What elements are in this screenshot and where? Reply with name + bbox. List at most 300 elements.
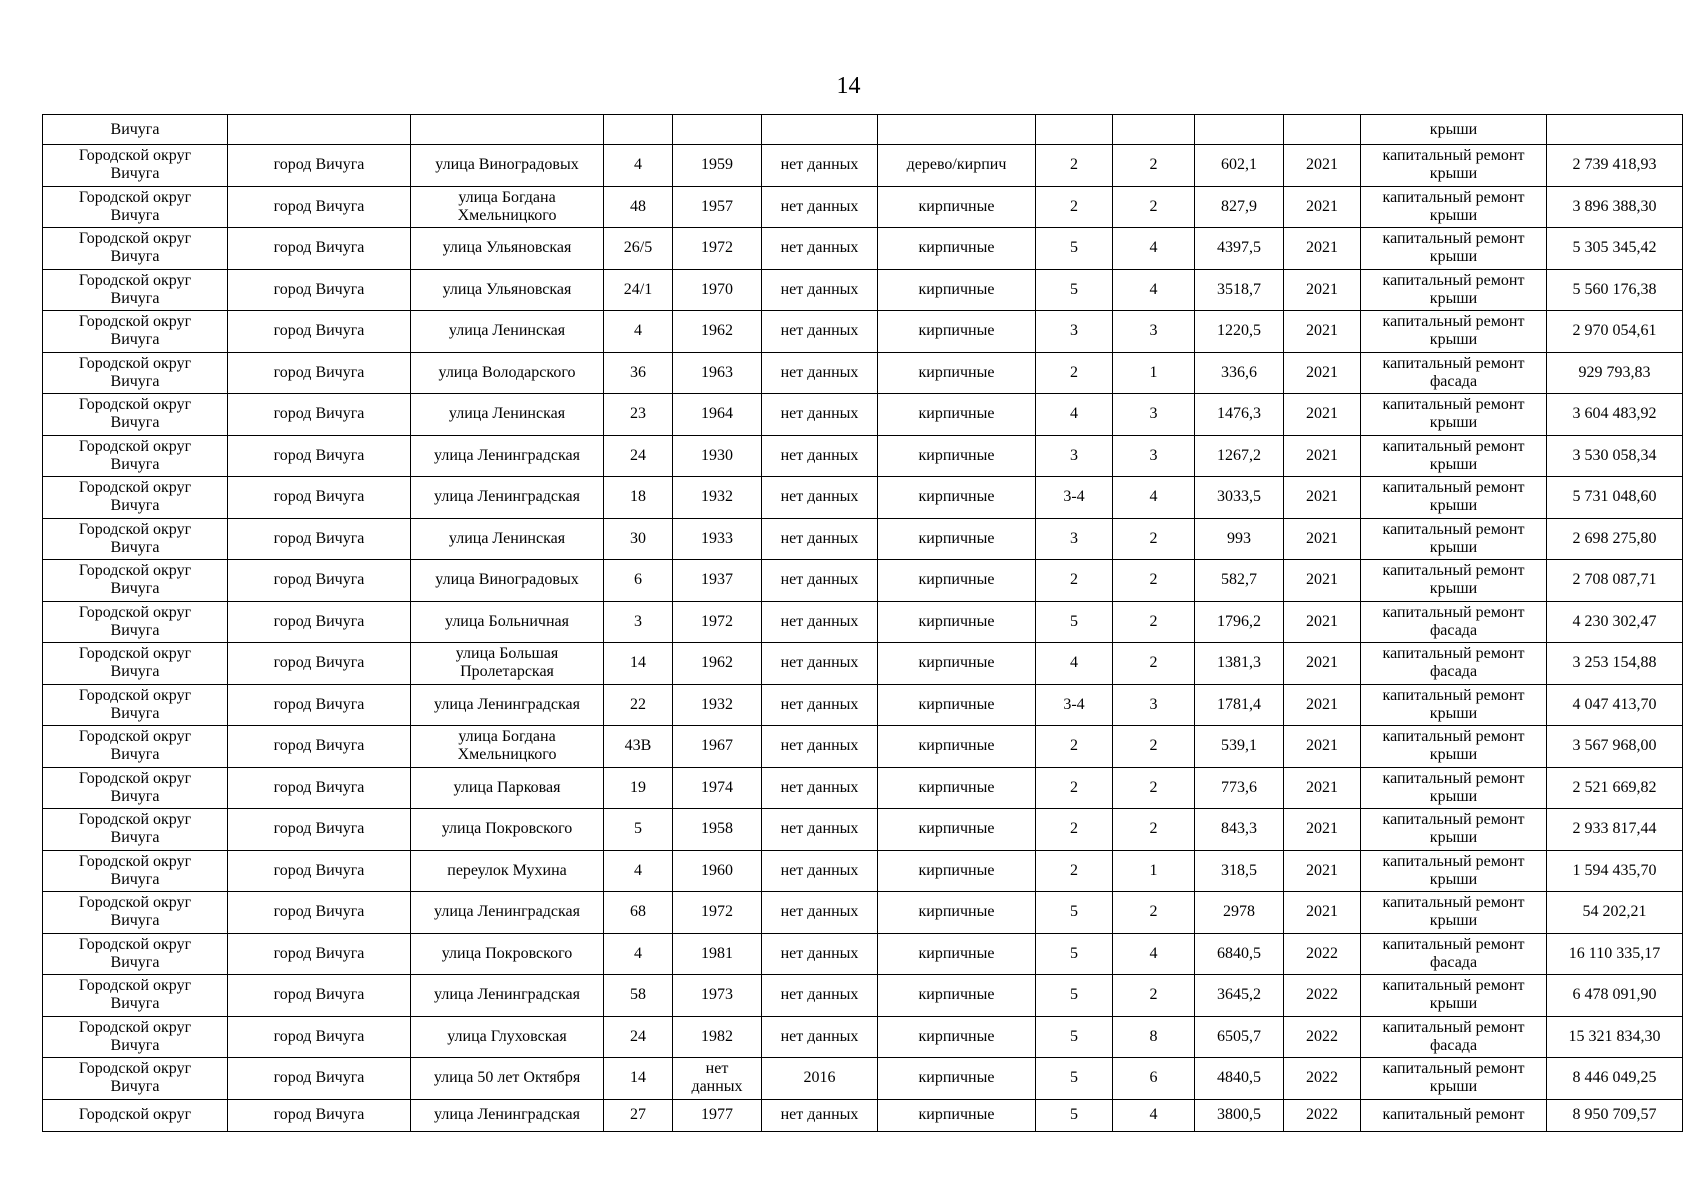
entrances-cell: 3: [1113, 311, 1195, 353]
cost-cell: [1547, 115, 1683, 145]
table-row: [43, 684, 1683, 726]
last-repair-year-cell: нет данных: [762, 477, 878, 519]
area-cell: 4840,5: [1195, 1058, 1284, 1100]
entrances-cell: 2: [1113, 186, 1195, 228]
entrances-cell: 8: [1113, 1016, 1195, 1058]
area-cell: 582,7: [1195, 560, 1284, 602]
municipality-cell: Городской округ Вичуга: [43, 518, 228, 560]
plan-year-cell: 2021: [1284, 850, 1361, 892]
build-year-cell: 1932: [673, 477, 762, 519]
plan-year-cell: 2021: [1284, 269, 1361, 311]
house-number-cell: 24: [604, 1016, 673, 1058]
entrances-cell: 2: [1113, 643, 1195, 685]
floors-cell: 3-4: [1036, 684, 1113, 726]
table-row: [43, 1016, 1683, 1058]
table-row: [43, 352, 1683, 394]
wall-material-cell: кирпичные: [878, 892, 1036, 934]
wall-material-cell: кирпичные: [878, 767, 1036, 809]
wall-material-cell: дерево/кирпич: [878, 145, 1036, 187]
plan-year-cell: 2022: [1284, 975, 1361, 1017]
table-body: [43, 115, 1683, 1132]
floors-cell: 5: [1036, 1016, 1113, 1058]
floors-cell: 5: [1036, 601, 1113, 643]
area-cell: 827,9: [1195, 186, 1284, 228]
floors-cell: 5: [1036, 892, 1113, 934]
plan-year-cell: 2021: [1284, 809, 1361, 851]
street-cell: улица Больничная: [411, 601, 604, 643]
last-repair-year-cell: нет данных: [762, 1016, 878, 1058]
build-year-cell: 1972: [673, 601, 762, 643]
last-repair-year-cell: нет данных: [762, 1099, 878, 1131]
wall-material-cell: кирпичные: [878, 560, 1036, 602]
municipality-cell: Городской округ Вичуга: [43, 892, 228, 934]
last-repair-year-cell: нет данных: [762, 601, 878, 643]
area-cell: 1781,4: [1195, 684, 1284, 726]
cost-cell: 2 521 669,82: [1547, 767, 1683, 809]
build-year-cell: [673, 115, 762, 145]
wall-material-cell: кирпичные: [878, 684, 1036, 726]
work-type-cell: капитальный ремонт крыши: [1361, 1058, 1547, 1100]
last-repair-year-cell: [762, 115, 878, 145]
wall-material-cell: кирпичные: [878, 352, 1036, 394]
wall-material-cell: кирпичные: [878, 435, 1036, 477]
plan-year-cell: 2021: [1284, 518, 1361, 560]
wall-material-cell: кирпичные: [878, 186, 1036, 228]
plan-year-cell: 2022: [1284, 1016, 1361, 1058]
wall-material-cell: кирпичные: [878, 228, 1036, 270]
street-cell: улица Покровского: [411, 933, 604, 975]
last-repair-year-cell: нет данных: [762, 311, 878, 353]
entrances-cell: 3: [1113, 435, 1195, 477]
municipality-cell: Городской округ Вичуга: [43, 601, 228, 643]
last-repair-year-cell: нет данных: [762, 435, 878, 477]
work-type-cell: капитальный ремонт фасада: [1361, 601, 1547, 643]
floors-cell: 3: [1036, 311, 1113, 353]
street-cell: улица Ленинградская: [411, 435, 604, 477]
work-type-cell: капитальный ремонт фасада: [1361, 933, 1547, 975]
build-year-cell: 1967: [673, 726, 762, 768]
build-year-cell: нет данных: [673, 1058, 762, 1100]
work-type-cell: капитальный ремонт крыши: [1361, 269, 1547, 311]
street-cell: улица Ленинградская: [411, 1099, 604, 1131]
settlement-cell: город Вичуга: [228, 518, 411, 560]
settlement-cell: город Вичуга: [228, 684, 411, 726]
work-type-cell: капитальный ремонт крыши: [1361, 684, 1547, 726]
floors-cell: 4: [1036, 394, 1113, 436]
floors-cell: 2: [1036, 352, 1113, 394]
house-number-cell: 18: [604, 477, 673, 519]
last-repair-year-cell: нет данных: [762, 684, 878, 726]
settlement-cell: город Вичуга: [228, 726, 411, 768]
work-type-cell: капитальный ремонт крыши: [1361, 726, 1547, 768]
buildings-table: [42, 114, 1683, 1132]
settlement-cell: город Вичуга: [228, 1058, 411, 1100]
street-cell: переулок Мухина: [411, 850, 604, 892]
entrances-cell: 2: [1113, 726, 1195, 768]
street-cell: улица Ленинградская: [411, 477, 604, 519]
plan-year-cell: 2021: [1284, 684, 1361, 726]
settlement-cell: город Вичуга: [228, 809, 411, 851]
house-number-cell: 14: [604, 1058, 673, 1100]
floors-cell: [1036, 115, 1113, 145]
last-repair-year-cell: нет данных: [762, 643, 878, 685]
table-row: [43, 767, 1683, 809]
floors-cell: 2: [1036, 767, 1113, 809]
municipality-cell: Городской округ Вичуга: [43, 726, 228, 768]
table-row: [43, 601, 1683, 643]
plan-year-cell: 2021: [1284, 767, 1361, 809]
house-number-cell: [604, 115, 673, 145]
last-repair-year-cell: нет данных: [762, 518, 878, 560]
work-type-cell: капитальный ремонт крыши: [1361, 435, 1547, 477]
municipality-cell: Городской округ Вичуга: [43, 850, 228, 892]
street-cell: улица 50 лет Октября: [411, 1058, 604, 1100]
municipality-cell: Городской округ Вичуга: [43, 477, 228, 519]
house-number-cell: 48: [604, 186, 673, 228]
build-year-cell: 1937: [673, 560, 762, 602]
table-row: [43, 115, 1683, 145]
area-cell: 1267,2: [1195, 435, 1284, 477]
wall-material-cell: кирпичные: [878, 1099, 1036, 1131]
municipality-cell: Городской округ Вичуга: [43, 394, 228, 436]
house-number-cell: 6: [604, 560, 673, 602]
cost-cell: 1 594 435,70: [1547, 850, 1683, 892]
work-type-cell: капитальный ремонт крыши: [1361, 767, 1547, 809]
plan-year-cell: 2021: [1284, 892, 1361, 934]
entrances-cell: 2: [1113, 809, 1195, 851]
work-type-cell: капитальный ремонт крыши: [1361, 394, 1547, 436]
last-repair-year-cell: нет данных: [762, 933, 878, 975]
work-type-cell: капитальный ремонт фасада: [1361, 1016, 1547, 1058]
build-year-cell: 1974: [673, 767, 762, 809]
area-cell: 539,1: [1195, 726, 1284, 768]
municipality-cell: Городской округ Вичуга: [43, 186, 228, 228]
wall-material-cell: кирпичные: [878, 726, 1036, 768]
street-cell: улица Ленинская: [411, 394, 604, 436]
house-number-cell: 43В: [604, 726, 673, 768]
plan-year-cell: 2021: [1284, 726, 1361, 768]
municipality-cell: Городской округ Вичуга: [43, 269, 228, 311]
entrances-cell: 3: [1113, 684, 1195, 726]
street-cell: улица Ульяновская: [411, 269, 604, 311]
settlement-cell: город Вичуга: [228, 394, 411, 436]
settlement-cell: город Вичуга: [228, 975, 411, 1017]
cost-cell: 3 567 968,00: [1547, 726, 1683, 768]
work-type-cell: капитальный ремонт: [1361, 1099, 1547, 1131]
wall-material-cell: кирпичные: [878, 643, 1036, 685]
cost-cell: 5 560 176,38: [1547, 269, 1683, 311]
work-type-cell: капитальный ремонт крыши: [1361, 975, 1547, 1017]
entrances-cell: 6: [1113, 1058, 1195, 1100]
area-cell: [1195, 115, 1284, 145]
wall-material-cell: кирпичные: [878, 477, 1036, 519]
settlement-cell: город Вичуга: [228, 933, 411, 975]
settlement-cell: город Вичуга: [228, 892, 411, 934]
municipality-cell: Городской округ Вичуга: [43, 560, 228, 602]
municipality-cell: Городской округ Вичуга: [43, 1058, 228, 1100]
floors-cell: 2: [1036, 809, 1113, 851]
build-year-cell: 1960: [673, 850, 762, 892]
entrances-cell: 4: [1113, 933, 1195, 975]
page-number: 14: [836, 73, 861, 99]
build-year-cell: 1962: [673, 311, 762, 353]
floors-cell: 2: [1036, 850, 1113, 892]
plan-year-cell: 2021: [1284, 601, 1361, 643]
settlement-cell: город Вичуга: [228, 560, 411, 602]
area-cell: 3800,5: [1195, 1099, 1284, 1131]
plan-year-cell: 2021: [1284, 435, 1361, 477]
table-row: [43, 726, 1683, 768]
municipality-cell: Городской округ Вичуга: [43, 145, 228, 187]
table-row: [43, 975, 1683, 1017]
cost-cell: 8 950 709,57: [1547, 1099, 1683, 1131]
cost-cell: 2 708 087,71: [1547, 560, 1683, 602]
entrances-cell: 2: [1113, 560, 1195, 602]
wall-material-cell: кирпичные: [878, 1016, 1036, 1058]
build-year-cell: 1970: [673, 269, 762, 311]
house-number-cell: 22: [604, 684, 673, 726]
area-cell: 1476,3: [1195, 394, 1284, 436]
table-row: [43, 643, 1683, 685]
settlement-cell: город Вичуга: [228, 311, 411, 353]
table-row: [43, 518, 1683, 560]
area-cell: 1220,5: [1195, 311, 1284, 353]
plan-year-cell: 2022: [1284, 1058, 1361, 1100]
street-cell: улица Покровского: [411, 809, 604, 851]
floors-cell: 2: [1036, 560, 1113, 602]
area-cell: 993: [1195, 518, 1284, 560]
cost-cell: 2 739 418,93: [1547, 145, 1683, 187]
area-cell: 318,5: [1195, 850, 1284, 892]
work-type-cell: капитальный ремонт крыши: [1361, 311, 1547, 353]
table-row: [43, 228, 1683, 270]
municipality-cell: Городской округ Вичуга: [43, 684, 228, 726]
table-row: [43, 311, 1683, 353]
work-type-cell: капитальный ремонт крыши: [1361, 145, 1547, 187]
table-row: [43, 850, 1683, 892]
street-cell: улица Володарского: [411, 352, 604, 394]
wall-material-cell: кирпичные: [878, 311, 1036, 353]
municipality-cell: Городской округ: [43, 1099, 228, 1131]
build-year-cell: 1972: [673, 892, 762, 934]
build-year-cell: 1930: [673, 435, 762, 477]
work-type-cell: капитальный ремонт крыши: [1361, 560, 1547, 602]
build-year-cell: 1962: [673, 643, 762, 685]
house-number-cell: 4: [604, 311, 673, 353]
last-repair-year-cell: нет данных: [762, 809, 878, 851]
cost-cell: 4 047 413,70: [1547, 684, 1683, 726]
settlement-cell: город Вичуга: [228, 269, 411, 311]
build-year-cell: 1973: [673, 975, 762, 1017]
settlement-cell: [228, 115, 411, 145]
entrances-cell: 2: [1113, 145, 1195, 187]
entrances-cell: 2: [1113, 601, 1195, 643]
cost-cell: 4 230 302,47: [1547, 601, 1683, 643]
house-number-cell: 4: [604, 850, 673, 892]
street-cell: улица Ульяновская: [411, 228, 604, 270]
last-repair-year-cell: нет данных: [762, 767, 878, 809]
work-type-cell: капитальный ремонт фасада: [1361, 643, 1547, 685]
street-cell: улица Ленинградская: [411, 975, 604, 1017]
entrances-cell: [1113, 115, 1195, 145]
build-year-cell: 1932: [673, 684, 762, 726]
last-repair-year-cell: нет данных: [762, 186, 878, 228]
build-year-cell: 1963: [673, 352, 762, 394]
work-type-cell: капитальный ремонт крыши: [1361, 228, 1547, 270]
plan-year-cell: 2021: [1284, 228, 1361, 270]
last-repair-year-cell: нет данных: [762, 975, 878, 1017]
cost-cell: 3 530 058,34: [1547, 435, 1683, 477]
wall-material-cell: кирпичные: [878, 518, 1036, 560]
entrances-cell: 4: [1113, 228, 1195, 270]
table-row: [43, 1099, 1683, 1131]
build-year-cell: 1933: [673, 518, 762, 560]
table-row: [43, 477, 1683, 519]
entrances-cell: 2: [1113, 518, 1195, 560]
house-number-cell: 30: [604, 518, 673, 560]
street-cell: улица Богдана Хмельницкого: [411, 726, 604, 768]
area-cell: 3518,7: [1195, 269, 1284, 311]
settlement-cell: город Вичуга: [228, 850, 411, 892]
settlement-cell: город Вичуга: [228, 1016, 411, 1058]
table-row: [43, 145, 1683, 187]
table-row: [43, 809, 1683, 851]
table-row: [43, 269, 1683, 311]
entrances-cell: 1: [1113, 850, 1195, 892]
area-cell: 602,1: [1195, 145, 1284, 187]
floors-cell: 5: [1036, 269, 1113, 311]
cost-cell: 2 698 275,80: [1547, 518, 1683, 560]
entrances-cell: 4: [1113, 1099, 1195, 1131]
cost-cell: 3 253 154,88: [1547, 643, 1683, 685]
cost-cell: 6 478 091,90: [1547, 975, 1683, 1017]
floors-cell: 5: [1036, 1099, 1113, 1131]
entrances-cell: 3: [1113, 394, 1195, 436]
last-repair-year-cell: нет данных: [762, 892, 878, 934]
cost-cell: 8 446 049,25: [1547, 1058, 1683, 1100]
cost-cell: 15 321 834,30: [1547, 1016, 1683, 1058]
plan-year-cell: 2021: [1284, 145, 1361, 187]
table-row: [43, 435, 1683, 477]
floors-cell: 5: [1036, 1058, 1113, 1100]
work-type-cell: капитальный ремонт крыши: [1361, 518, 1547, 560]
plan-year-cell: 2021: [1284, 311, 1361, 353]
last-repair-year-cell: нет данных: [762, 560, 878, 602]
build-year-cell: 1981: [673, 933, 762, 975]
last-repair-year-cell: нет данных: [762, 228, 878, 270]
table-row: [43, 394, 1683, 436]
settlement-cell: город Вичуга: [228, 352, 411, 394]
table-row: [43, 560, 1683, 602]
house-number-cell: 14: [604, 643, 673, 685]
table-row: [43, 892, 1683, 934]
settlement-cell: город Вичуга: [228, 1099, 411, 1131]
build-year-cell: 1958: [673, 809, 762, 851]
work-type-cell: капитальный ремонт крыши: [1361, 186, 1547, 228]
municipality-cell: Городской округ Вичуга: [43, 352, 228, 394]
plan-year-cell: 2021: [1284, 352, 1361, 394]
area-cell: 3033,5: [1195, 477, 1284, 519]
floors-cell: 5: [1036, 933, 1113, 975]
settlement-cell: город Вичуга: [228, 228, 411, 270]
plan-year-cell: 2021: [1284, 394, 1361, 436]
house-number-cell: 68: [604, 892, 673, 934]
area-cell: 1381,3: [1195, 643, 1284, 685]
street-cell: улица Ленинская: [411, 518, 604, 560]
build-year-cell: 1972: [673, 228, 762, 270]
last-repair-year-cell: 2016: [762, 1058, 878, 1100]
municipality-cell: Вичуга: [43, 115, 228, 145]
house-number-cell: 4: [604, 145, 673, 187]
last-repair-year-cell: нет данных: [762, 269, 878, 311]
work-type-cell: капитальный ремонт фасада: [1361, 352, 1547, 394]
house-number-cell: 27: [604, 1099, 673, 1131]
work-type-cell: капитальный ремонт крыши: [1361, 477, 1547, 519]
street-cell: улица Виноградовых: [411, 145, 604, 187]
area-cell: 6505,7: [1195, 1016, 1284, 1058]
plan-year-cell: 2021: [1284, 186, 1361, 228]
last-repair-year-cell: нет данных: [762, 726, 878, 768]
municipality-cell: Городской округ Вичуга: [43, 1016, 228, 1058]
municipality-cell: Городской округ Вичуга: [43, 228, 228, 270]
table-row: [43, 933, 1683, 975]
cost-cell: 2 970 054,61: [1547, 311, 1683, 353]
floors-cell: 2: [1036, 186, 1113, 228]
area-cell: 2978: [1195, 892, 1284, 934]
area-cell: 4397,5: [1195, 228, 1284, 270]
settlement-cell: город Вичуга: [228, 643, 411, 685]
municipality-cell: Городской округ Вичуга: [43, 643, 228, 685]
house-number-cell: 19: [604, 767, 673, 809]
floors-cell: 3-4: [1036, 477, 1113, 519]
house-number-cell: 24: [604, 435, 673, 477]
street-cell: улица Большая Пролетарская: [411, 643, 604, 685]
wall-material-cell: кирпичные: [878, 933, 1036, 975]
floors-cell: 3: [1036, 518, 1113, 560]
entrances-cell: 4: [1113, 269, 1195, 311]
wall-material-cell: кирпичные: [878, 975, 1036, 1017]
house-number-cell: 5: [604, 809, 673, 851]
house-number-cell: 26/5: [604, 228, 673, 270]
last-repair-year-cell: нет данных: [762, 850, 878, 892]
plan-year-cell: 2022: [1284, 933, 1361, 975]
cost-cell: 5 731 048,60: [1547, 477, 1683, 519]
wall-material-cell: кирпичные: [878, 394, 1036, 436]
floors-cell: 2: [1036, 145, 1113, 187]
cost-cell: 16 110 335,17: [1547, 933, 1683, 975]
floors-cell: 5: [1036, 975, 1113, 1017]
floors-cell: 4: [1036, 643, 1113, 685]
cost-cell: 929 793,83: [1547, 352, 1683, 394]
cost-cell: 5 305 345,42: [1547, 228, 1683, 270]
area-cell: 843,3: [1195, 809, 1284, 851]
work-type-cell: капитальный ремонт крыши: [1361, 809, 1547, 851]
street-cell: улица Виноградовых: [411, 560, 604, 602]
cost-cell: 3 896 388,30: [1547, 186, 1683, 228]
wall-material-cell: [878, 115, 1036, 145]
wall-material-cell: кирпичные: [878, 269, 1036, 311]
cost-cell: 54 202,21: [1547, 892, 1683, 934]
house-number-cell: 24/1: [604, 269, 673, 311]
work-type-cell: капитальный ремонт крыши: [1361, 850, 1547, 892]
entrances-cell: 4: [1113, 477, 1195, 519]
build-year-cell: 1964: [673, 394, 762, 436]
last-repair-year-cell: нет данных: [762, 394, 878, 436]
settlement-cell: город Вичуга: [228, 435, 411, 477]
build-year-cell: 1977: [673, 1099, 762, 1131]
street-cell: улица Глуховская: [411, 1016, 604, 1058]
table-row: [43, 186, 1683, 228]
